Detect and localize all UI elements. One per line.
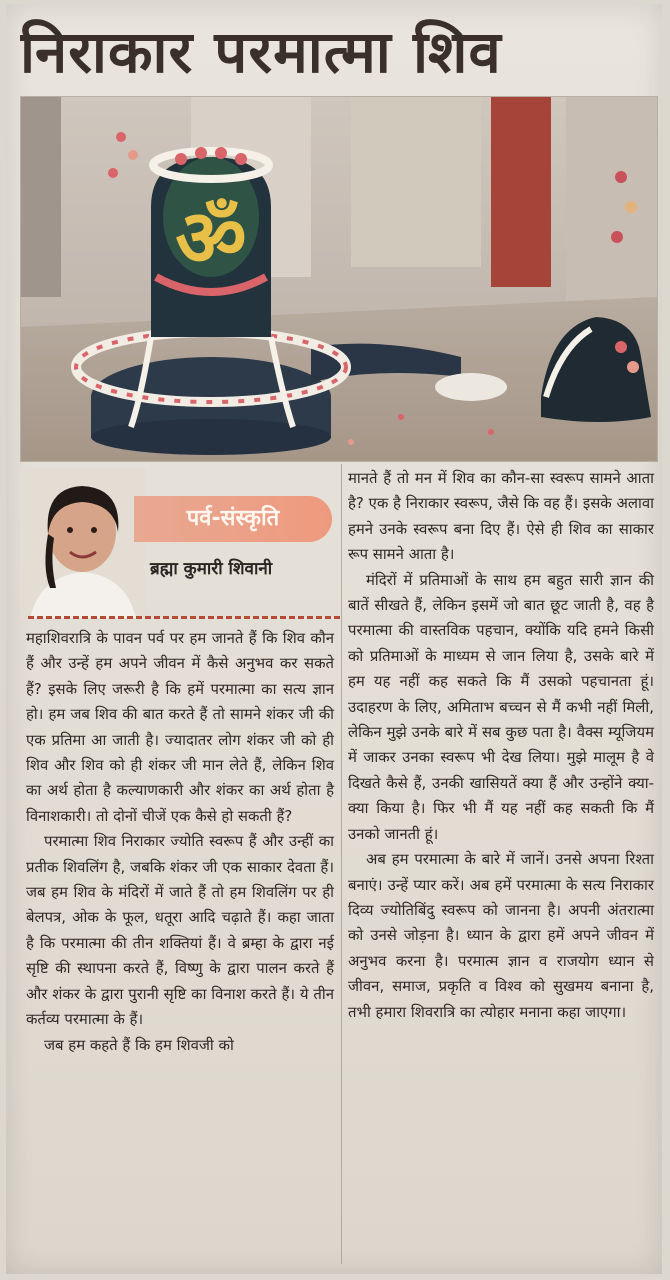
section-banner: पर्व-संस्कृति	[134, 496, 332, 542]
temple-illustration	[21, 97, 657, 461]
article-paragraph: जब हम कहते हैं कि हम शिवजी को	[44, 1035, 234, 1054]
article-column-left	[26, 626, 334, 1058]
article-paragraph: महाशिवरात्रि के पावन पर्व पर हम जानते हैं कि शिव कौन हैं और उन्हें हम अपने जीवन में कैसे अनुभव कर सकते हैं? इसके लिए जरूरी है कि हमें परमात्मा का सत्य ज्ञान हो। हम जब शिव की बात करते हैं तो सामने शंकर जी की एक प्रतिमा आ जाती है। ज्यादातर लोग शंकर जी को ही शिव और शिव को ही शंकर जी मान लेते हैं, लेकिन शिव का अर्थ होता है कल्याणकारी और शंकर का अर्थ होता है विनाशकारी। तो दोनों चीजें एक कैसे हो सकती हैं?	[26, 629, 334, 825]
newspaper-page	[6, 4, 662, 1274]
column-divider	[341, 464, 342, 1264]
article-paragraph: मंदिरों में प्रतिमाओं के साथ हम बहुत सारी ज्ञान की बातें सीखते हैं, लेकिन इसमें जो बात छूट जाती है, वह है परमात्मा की वास्तविक पहचान, क्योंकि यदि हमने किसी को प्रतिमाओं के माध्यम से जान लिया है, उसके बारे में हम यह नहीं कह सकते कि मैं उसको पहचानता हूं। उदाहरण के लिए, अमिताभ बच्चन से मैं कभी नहीं मिली, लेकिन मुझे उनके बारे में सब कुछ पता है। वैक्स म्यूजियम में जाकर उनका स्वरूप भी देख लिया। मुझे मालूम है वे दिखते कैसे हैं, उनकी खासियतें क्या हैं और उन्होंने क्या-क्या किया है। फिर भी मैं यह नहीं कह सकती कि मैं उनको जानती हूं।	[348, 570, 654, 843]
article-paragraph: मानते हैं तो मन में शिव का कौन-सा स्वरूप सामने आता है? एक है निराकार स्वरूप, जैसे कि वह हैं। इसके अलावा हमने उनके स्वरूप बना दिए हैं। ऐसे ही शिव का साकार रूप सामने आता है।	[348, 469, 654, 564]
article-paragraph: परमात्मा शिव निराकार ज्योति स्वरूप हैं और उन्हीं का प्रतीक शिवलिंग है, जबकि शंकर जी एक साकार देवता हैं। जब हम शिव के मंदिरों में जाते हैं तो हम शिवलिंग पर ही बेलपत्र, ओक के फूल, धतूरा आदि चढ़ाते हैं। कहा जाता है कि परमात्मा की तीन शक्तियां हैं। वे ब्रम्हा के द्वारा नई सृष्टि की स्थापना करते हैं, विष्णु के द्वारा पालन करते हैं और शंकर के द्वारा पुरानी सृष्टि का विनाश करते हैं। ये तीन कर्तव्य परमात्मा के हैं।	[26, 832, 334, 1029]
shivling-photo	[20, 96, 658, 462]
author-portrait	[20, 468, 146, 618]
article-column-right	[348, 466, 654, 1025]
byline-divider	[28, 616, 340, 619]
headline: निराकार परमात्मा शिव	[20, 18, 502, 86]
author-name: ब्रह्मा कुमारी शिवानी	[150, 559, 273, 579]
author-byline	[20, 468, 340, 620]
article-paragraph: अब हम परमात्मा के बारे में जानें। उनसे अपना रिश्ता बनाएं। उन्हें प्यार करें। अब हमें परमात्मा के सत्य निराकार दिव्य ज्योतिबिंदु स्वरूप को जानना है। अपनी अंतरात्मा को उनसे जोड़ना है। ध्यान के द्वारा हमें अपने जीवन में अनुभव करना है। परमात्म ज्ञान व राजयोग ध्यान से जीवन, समाज, प्रकृति व विश्व को सुखमय बनाना है, तभी हमारा शिवरात्रि का त्योहार मनाना कहा जाएगा।	[348, 850, 654, 1021]
om-symbol: ॐ	[175, 194, 247, 284]
